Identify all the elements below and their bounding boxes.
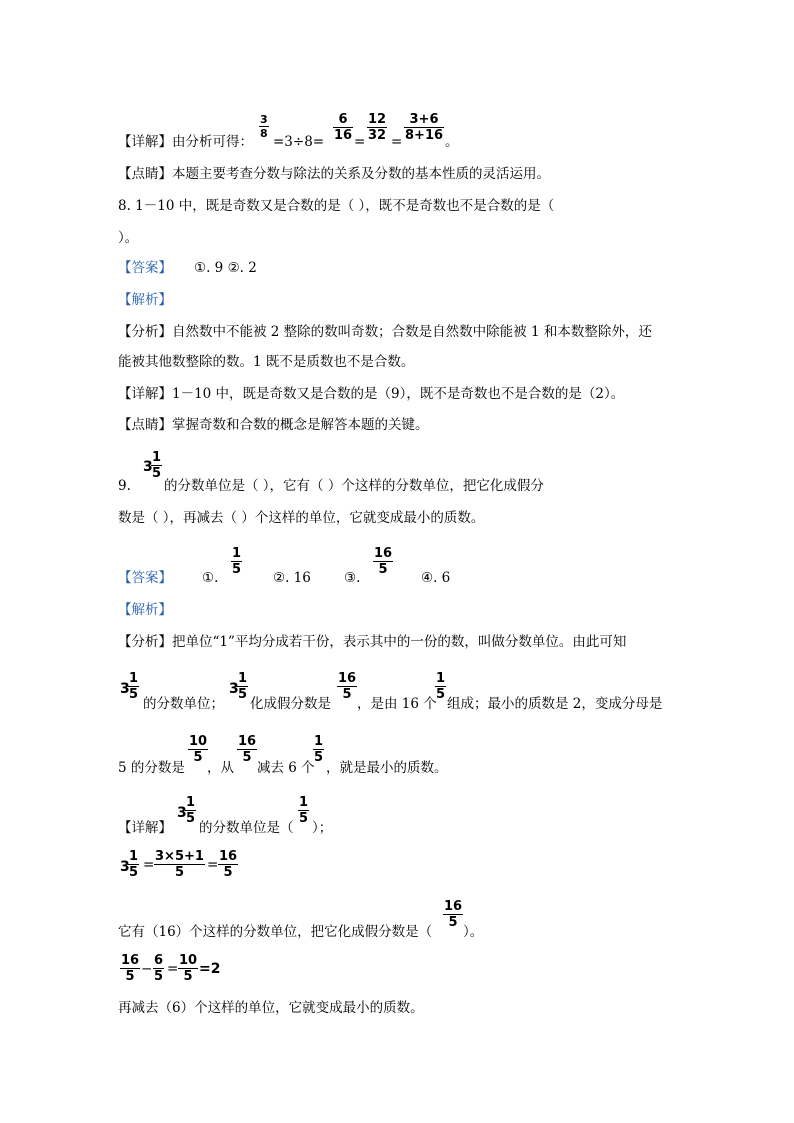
q9-fx-line1 — [118, 632, 626, 652]
minus-sign: − — [141, 961, 153, 977]
q9-question-line2: 数是（ ），再减去（ ）个这样的单位，它就变成最小的质数。 — [118, 510, 485, 526]
comment-text: 本题主要考查分数与除法的关系及分数的基本性质的灵活运用。 — [172, 166, 550, 182]
fraction-16-5: 16 5 — [121, 953, 140, 984]
fraction-16-5: 16 5 — [238, 734, 257, 765]
fraction-1-5: 1 5 — [436, 671, 446, 702]
answer-2: ②. 16 — [273, 570, 311, 586]
q9-number: 9. — [118, 478, 131, 494]
mixed-fraction: 1 5 — [129, 671, 139, 702]
fx2-text3: ，是由 16 个 — [357, 696, 437, 712]
eq-mixed-fraction: 1 5 — [129, 849, 139, 880]
comment-label: 【点睛】 — [118, 417, 172, 433]
d2-text2: ）。 — [463, 924, 484, 940]
equals-sign: = — [207, 857, 219, 873]
q9-last-line: 再减去（6）个这样的单位，它就变成最小的质数。 — [118, 1000, 424, 1016]
fraction-10-5: 10 5 — [179, 953, 198, 984]
fraction-16-5: 16 5 — [338, 671, 357, 702]
answer-1-marker: ①. — [202, 570, 219, 586]
fx-label: 【分析】 — [118, 324, 172, 340]
answer-fraction-16-5: 16 5 — [374, 546, 393, 577]
answer-label: 【答案】 — [118, 260, 172, 276]
mixed-whole: 3 — [120, 681, 130, 697]
detail-label: 【详解】 — [118, 820, 172, 836]
fx3-text4: ，就是最小的质数。 — [326, 760, 448, 776]
mixed-whole: 3 — [229, 681, 239, 697]
q8-question-line1: 8. 1－10 中，既是奇数又是合数的是（ ），既不是奇数也不是合数的是（ — [118, 198, 555, 214]
answer-4: ④. 6 — [421, 570, 451, 586]
eq-mixed-whole: 3 — [120, 859, 130, 875]
q9-question-line1: 的分数单位是（ ），它有（ ）个这样的分数单位，把它化成假分 — [164, 478, 544, 494]
mixed-fraction: 1 5 — [186, 795, 196, 826]
fraction-6-16: 6 16 — [334, 112, 353, 143]
mixed-fraction: 1 5 — [238, 671, 248, 702]
equals-sign: = — [354, 134, 366, 150]
q9-answer-label: 【答案】 — [118, 570, 172, 586]
fraction-1-5: 1 5 — [314, 734, 324, 765]
q8-question-line2: ）。 — [118, 230, 139, 246]
d1-text2: ）； — [312, 820, 333, 836]
q8-comment-line — [118, 415, 429, 435]
fraction-6-5: 6 5 — [154, 953, 164, 984]
q8-answer-line — [118, 258, 257, 278]
detail-label: 【详解】 — [118, 134, 172, 150]
comment-text: 掌握奇数和合数的概念是解答本题的关键。 — [172, 417, 429, 433]
answer-3-marker: ③. — [344, 570, 361, 586]
fraction-16-5: 16 5 — [219, 849, 238, 880]
q8-fx-line1 — [118, 322, 652, 342]
fraction-3x5plus1-5: 3×5+1 5 — [155, 849, 204, 880]
q7-comment-line — [118, 164, 550, 184]
answer-fraction-1-5: 1 5 — [232, 546, 242, 577]
fx-text: 把单位“1”平均分成若干份，表示其中的一份的数，叫做分数单位。由此可知 — [172, 634, 627, 650]
equals-sign: = — [143, 857, 155, 873]
fraction-1-5: 1 5 — [299, 795, 309, 826]
fraction-3-8: 3 8 — [260, 113, 268, 140]
detail-text: 1－10 中，既是奇数又是合数的是（9），既不是奇数也不是合数的是（2）。 — [172, 386, 625, 402]
fx2-text1: 的分数单位； — [143, 696, 224, 712]
d1-text1: 的分数单位是（ — [199, 820, 294, 836]
fx2-text2: 化成假分数是 — [250, 696, 331, 712]
detail-text: 由分析可得： — [172, 134, 253, 150]
fx3-text2: ，从 — [207, 760, 234, 776]
equals-sign: = — [391, 134, 403, 150]
mixed-whole: 3 — [177, 805, 187, 821]
period: 。 — [445, 134, 459, 150]
fx3-text1: 5 的分数是 — [118, 760, 185, 776]
equals-sign: = — [167, 961, 179, 977]
fraction-sum: 3+6 8+16 — [405, 112, 444, 143]
fraction-12-32: 12 32 — [368, 112, 387, 143]
q8-detail-line — [118, 384, 624, 404]
q8-fx-line2: 能被其他数整除的数。1 既不是质数也不是合数。 — [118, 354, 415, 370]
result-2: =2 — [199, 961, 221, 977]
fx2-text4: 组成；最小的质数是 2，变成分母是 — [447, 696, 663, 712]
fx-label: 【分析】 — [118, 634, 172, 650]
equation-3-div-8: =3÷8= — [273, 134, 325, 150]
d2-text1: 它有（16）个这样的分数单位，把它化成假分数是（ — [118, 924, 433, 940]
q8-analysis-label: 【解析】 — [118, 292, 172, 308]
q9-analysis-label: 【解析】 — [118, 602, 172, 618]
q7-detail-line — [118, 132, 253, 152]
fraction-10-5: 10 5 — [189, 734, 208, 765]
fx3-text3: 减去 6 个 — [257, 760, 315, 776]
fraction-16-5: 16 5 — [444, 899, 463, 930]
fx-text: 自然数中不能被 2 整除的数叫奇数；合数是自然数中除能被 1 和本数整除外，还 — [172, 324, 652, 340]
comment-label: 【点睛】 — [118, 166, 172, 182]
mixed-fraction-1-5: 1 5 — [152, 450, 162, 481]
detail-label: 【详解】 — [118, 386, 172, 402]
answer-text: ①. 9 ②. 2 — [194, 260, 257, 276]
